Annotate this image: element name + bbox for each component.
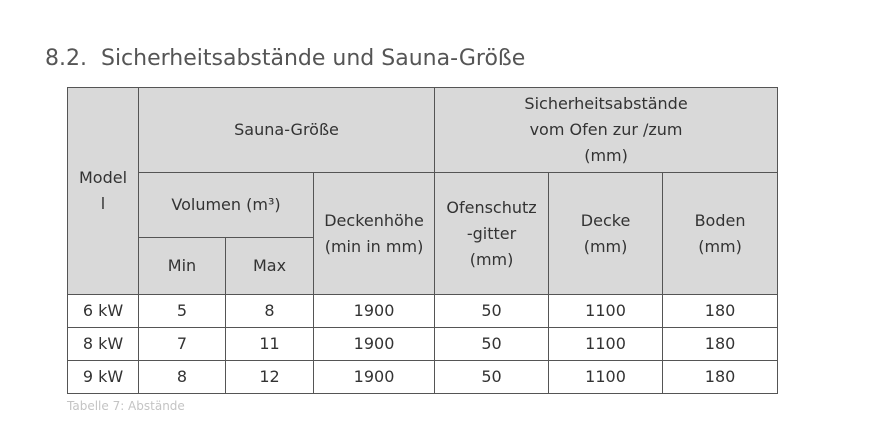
table-header [68, 88, 778, 295]
cell-model: 9 kW [68, 361, 139, 394]
header-max: Max [226, 238, 314, 295]
cell-oven-guard: 50 [435, 328, 549, 361]
header-ceiling: Decke (mm) [549, 173, 663, 295]
cell-ceiling-height: 1900 [314, 295, 435, 328]
table-row [68, 328, 778, 361]
cell-ceiling: 1100 [549, 361, 663, 394]
header-min: Min [139, 238, 226, 295]
safety-distance-table [67, 87, 778, 394]
table-body [68, 295, 778, 394]
header-sauna-size: Sauna-Größe [139, 88, 435, 173]
cell-floor: 180 [663, 361, 778, 394]
header-safety-distances: Sicherheitsabstände vom Ofen zur /zum (mm) [435, 88, 778, 173]
section-heading [45, 46, 525, 71]
cell-min: 5 [139, 295, 226, 328]
table-row [68, 295, 778, 328]
cell-model: 8 kW [68, 328, 139, 361]
header-oven-guard: Ofenschutz -gitter (mm) [435, 173, 549, 295]
header-floor: Boden (mm) [663, 173, 778, 295]
header-ceiling-height: Deckenhöhe (min in mm) [314, 173, 435, 295]
cell-ceiling: 1100 [549, 295, 663, 328]
header-volume: Volumen (m³) [139, 173, 314, 238]
cell-ceiling-height: 1900 [314, 361, 435, 394]
cell-floor: 180 [663, 328, 778, 361]
cell-min: 7 [139, 328, 226, 361]
cell-min: 8 [139, 361, 226, 394]
cell-max: 8 [226, 295, 314, 328]
cell-max: 12 [226, 361, 314, 394]
section-number: 8.2. [45, 46, 87, 72]
cell-oven-guard: 50 [435, 361, 549, 394]
table-caption: Tabelle 7: Abstände [67, 399, 185, 413]
header-model: Model l [68, 88, 139, 295]
cell-max: 11 [226, 328, 314, 361]
cell-model: 6 kW [68, 295, 139, 328]
cell-ceiling-height: 1900 [314, 328, 435, 361]
cell-floor: 180 [663, 295, 778, 328]
cell-oven-guard: 50 [435, 295, 549, 328]
table-row [68, 361, 778, 394]
cell-ceiling: 1100 [549, 328, 663, 361]
section-title: Sicherheitsabstände und Sauna-Größe [100, 46, 526, 72]
